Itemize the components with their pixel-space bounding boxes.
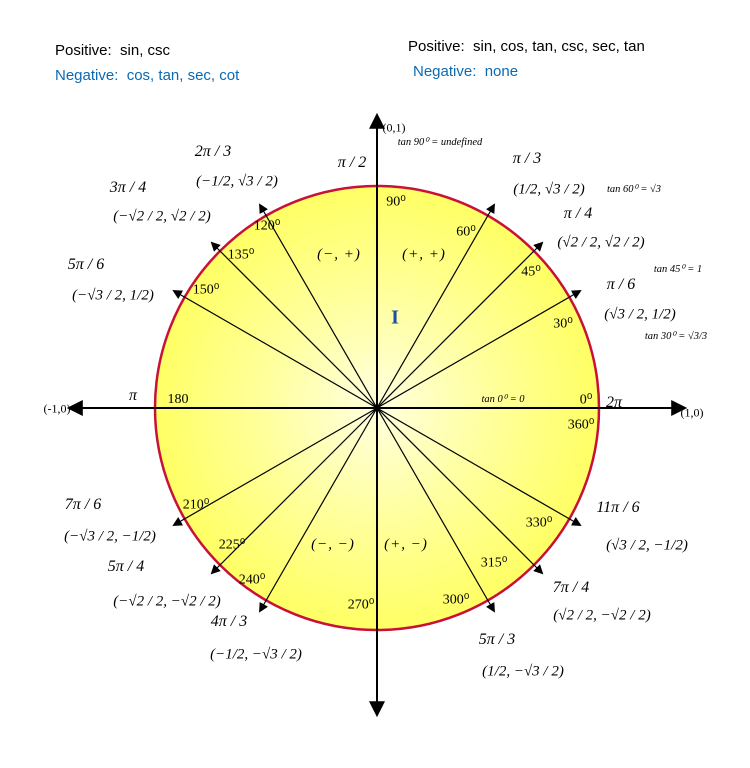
- legend-q2-positive-items: sin, csc: [120, 42, 171, 59]
- tan-note-0: tan 0⁰ = 0: [481, 394, 525, 405]
- degree-label-330: 330⁰: [525, 515, 553, 531]
- radian-label-240: 4π / 3: [210, 613, 248, 630]
- degree-label-135: 135⁰: [227, 247, 255, 263]
- degree-label-90: 90⁰: [386, 194, 406, 210]
- degree-label-180: 180: [167, 392, 189, 407]
- radian-label-300: 5π / 3: [478, 631, 516, 648]
- degree-label-315: 315⁰: [480, 555, 508, 571]
- legend-q1-positive-label: Positive:: [408, 38, 465, 55]
- legend-q1-negative-items: none: [484, 63, 519, 80]
- degree-label-225: 225⁰: [218, 537, 246, 553]
- quadrant-1-roman: I: [391, 306, 399, 329]
- legend-q2-negative-items: cos, tan, sec, cot: [126, 67, 240, 84]
- tan-note-90: tan 90⁰ = undefined: [397, 137, 483, 148]
- degree-label-300: 300⁰: [442, 592, 470, 608]
- coord-label-225: (−√2 / 2, −√2 / 2): [113, 593, 221, 610]
- degree-label-210: 210⁰: [182, 497, 210, 513]
- quadrant-1-sign: (+, +): [402, 246, 446, 263]
- radian-label-120: 2π / 3: [194, 143, 232, 160]
- legend-q2-negative: [55, 67, 239, 84]
- radian-label-0: 2π: [605, 394, 623, 411]
- legend-q1-positive: [408, 38, 645, 55]
- degree-label-30: 30⁰: [553, 316, 573, 332]
- legend-q1-negative: [413, 63, 518, 80]
- tan-note-60: tan 60⁰ = √3: [606, 184, 662, 195]
- radian-label-315: 7π / 4: [552, 579, 590, 596]
- coord-label-45: (√2 / 2, √2 / 2): [557, 234, 645, 251]
- radian-label-150: 5π / 6: [67, 256, 105, 273]
- legend-q1-negative-label: Negative:: [413, 63, 477, 80]
- coord-label-315: (√2 / 2, −√2 / 2): [553, 607, 651, 624]
- legend-q2-positive-label: Positive:: [55, 42, 112, 59]
- degree-label-360: 360⁰: [567, 417, 595, 433]
- tan-note-30: tan 30⁰ = √3/3: [644, 331, 708, 342]
- axis-label-top: (0,1): [382, 120, 406, 135]
- radian-label-180: π: [128, 387, 138, 404]
- quadrant-3-sign: (−, −): [311, 536, 355, 553]
- tan-note-45: tan 45⁰ = 1: [653, 264, 703, 275]
- radian-label-330: 11π / 6: [596, 499, 640, 516]
- coord-label-120: (−1/2, √3 / 2): [196, 173, 278, 190]
- coord-label-300: (1/2, −√3 / 2): [482, 663, 564, 680]
- degree-label-150: 150⁰: [192, 282, 220, 298]
- legend-q1-positive-items: sin, cos, tan, csc, sec, tan: [473, 38, 645, 55]
- coord-label-330: (√3 / 2, −1/2): [606, 537, 688, 554]
- axis-label-left: (-1,0): [43, 401, 71, 416]
- degree-label-240: 240⁰: [238, 572, 266, 588]
- legend-q2-positive: [55, 42, 170, 59]
- radian-label-30: π / 6: [606, 276, 636, 293]
- coord-label-30: (√3 / 2, 1/2): [604, 306, 676, 323]
- degree-label-45: 45⁰: [521, 264, 541, 280]
- coord-label-150: (−√3 / 2, 1/2): [72, 287, 154, 304]
- coord-label-135: (−√2 / 2, √2 / 2): [113, 208, 211, 225]
- coord-label-240: (−1/2, −√3 / 2): [210, 646, 302, 663]
- degree-label-0: 0⁰: [579, 392, 593, 408]
- degree-label-120: 120⁰: [253, 218, 281, 234]
- degree-label-60: 60⁰: [456, 224, 476, 240]
- quadrant-4-sign: (+, −): [384, 536, 428, 553]
- quadrant-2-sign: (−, +): [317, 246, 361, 263]
- coord-label-60: (1/2, √3 / 2): [513, 181, 585, 198]
- coord-label-210: (−√3 / 2, −1/2): [64, 528, 156, 545]
- radian-label-210: 7π / 6: [64, 496, 102, 513]
- radian-label-225: 5π / 4: [107, 558, 145, 575]
- axis-label-right: (1,0): [680, 405, 704, 420]
- radian-label-60: π / 3: [512, 150, 542, 167]
- radian-label-45: π / 4: [563, 205, 593, 222]
- radian-label-90: π / 2: [337, 154, 367, 171]
- degree-label-270: 270⁰: [347, 597, 375, 613]
- legend-q2-negative-label: Negative:: [55, 67, 119, 84]
- radian-label-135: 3π / 4: [109, 179, 147, 196]
